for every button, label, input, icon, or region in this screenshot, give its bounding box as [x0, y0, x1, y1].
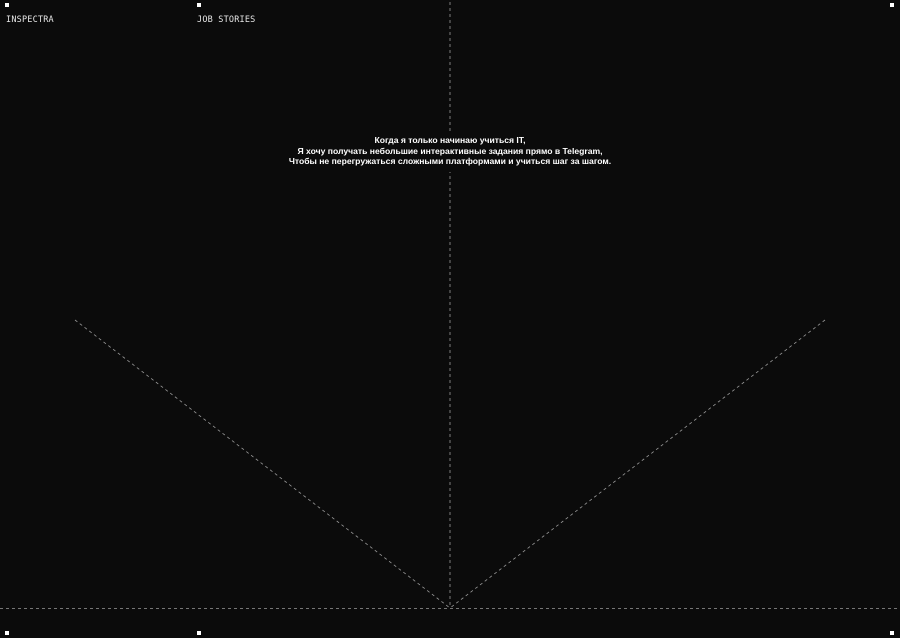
corner-mark-top-left [5, 3, 9, 7]
job-story-line-want: Я хочу получать небольшие интерактивные задания прямо в Telegram, [297, 145, 603, 156]
corner-mark-bottom-left [5, 631, 9, 635]
brand-label: INSPECTRA [6, 15, 54, 25]
corner-mark-bottom-right [890, 631, 894, 635]
left-diagonal-guide [75, 320, 450, 608]
section-label: JOB STORIES [197, 15, 256, 25]
corner-mark-top-right [890, 3, 894, 7]
job-story-line-when: Когда я только начинаю учиться IT, [374, 135, 526, 145]
corner-mark-top-center [197, 3, 201, 7]
right-diagonal-guide [450, 320, 825, 608]
corner-mark-bottom-center [197, 631, 201, 635]
job-story-text [0, 135, 900, 167]
job-story-line-so: Чтобы не перегружаться сложными платформами и учиться шаг за шагом. [288, 156, 612, 167]
